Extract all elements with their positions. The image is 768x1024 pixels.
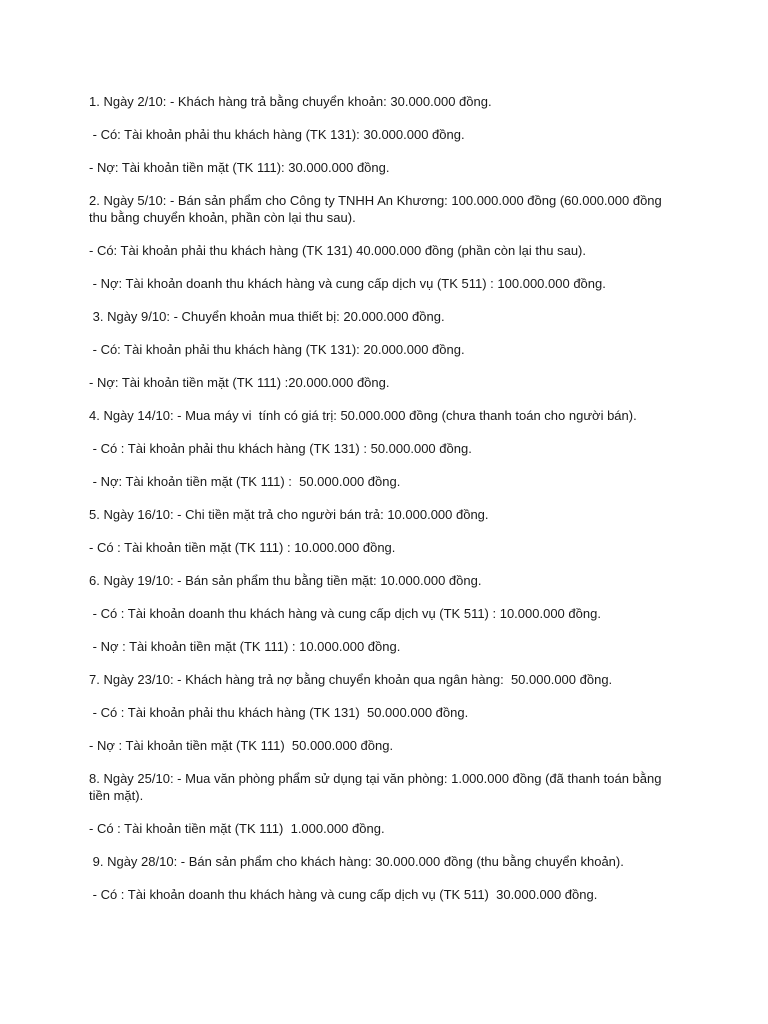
entry-7-credit: - Có : Tài khoản phải thu khách hàng (TK 131) 50.000.000 đồng. [89, 705, 469, 720]
entry-7-debit: - Nợ : Tài khoản tiền mặt (TK 111) 50.000.000 đồng. [89, 738, 394, 753]
entry-4-debit: - Nợ: Tài khoản tiền mặt (TK 111) : 50.000.000 đồng. [89, 474, 401, 489]
entry-6-heading: 6. Ngày 19/10: - Bán sản phẩm thu bằng tiền mặt: 10.000.000 đồng. [89, 573, 482, 588]
entry-3-debit: - Nợ: Tài khoản tiền mặt (TK 111) :20.000.000 đồng. [89, 375, 390, 390]
entry-4-heading: 4. Ngày 14/10: - Mua máy vi tính có giá trị: 50.000.000 đồng (chưa thanh toán cho người bán). [89, 408, 637, 423]
entry-8-heading: 8. Ngày 25/10: - Mua văn phòng phẩm sử dụng tại văn phòng: 1.000.000 đồng (đã thanh toán bằng tiền mặt). [89, 771, 666, 803]
entry-1-credit: - Có: Tài khoản phải thu khách hàng (TK 131): 30.000.000 đồng. [89, 127, 465, 142]
entry-9-credit: - Có : Tài khoản doanh thu khách hàng và cung cấp dịch vụ (TK 511) 30.000.000 đồng. [89, 887, 598, 902]
entry-9-heading: 9. Ngày 28/10: - Bán sản phẩm cho khách hàng: 30.000.000 đồng (thu bằng chuyển khoản). [89, 854, 624, 869]
entry-1-debit: - Nợ: Tài khoản tiền mặt (TK 111): 30.000.000 đồng. [89, 160, 390, 175]
document-body [89, 93, 679, 919]
entry-1-heading: 1. Ngày 2/10: - Khách hàng trả bằng chuyển khoản: 30.000.000 đồng. [89, 94, 492, 109]
entry-6-debit: - Nợ : Tài khoản tiền mặt (TK 111) : 10.000.000 đồng. [89, 639, 401, 654]
entry-8-credit: - Có : Tài khoản tiền mặt (TK 111) 1.000.000 đồng. [89, 821, 385, 836]
entry-3-credit: - Có: Tài khoản phải thu khách hàng (TK 131): 20.000.000 đồng. [89, 342, 465, 357]
entry-2-heading: 2. Ngày 5/10: - Bán sản phẩm cho Công ty TNHH An Khương: 100.000.000 đồng (60.000.000 đồng thu bằng chuyển khoản, phần còn lại thu sau). [89, 193, 666, 225]
entry-3-heading: 3. Ngày 9/10: - Chuyển khoản mua thiết bị: 20.000.000 đồng. [89, 309, 445, 324]
entry-7-heading: 7. Ngày 23/10: - Khách hàng trả nợ bằng chuyển khoản qua ngân hàng: 50.000.000 đồng. [89, 672, 613, 687]
entry-6-credit: - Có : Tài khoản doanh thu khách hàng và cung cấp dịch vụ (TK 511) : 10.000.000 đồng. [89, 606, 601, 621]
entry-2-debit: - Nợ: Tài khoản doanh thu khách hàng và cung cấp dịch vụ (TK 511) : 100.000.000 đồng. [89, 276, 606, 291]
entry-4-credit: - Có : Tài khoản phải thu khách hàng (TK 131) : 50.000.000 đồng. [89, 441, 472, 456]
entry-2-credit: - Có: Tài khoản phải thu khách hàng (TK 131) 40.000.000 đồng (phần còn lại thu sau). [89, 243, 586, 258]
entry-5-credit: - Có : Tài khoản tiền mặt (TK 111) : 10.000.000 đồng. [89, 540, 396, 555]
entry-5-heading: 5. Ngày 16/10: - Chi tiền mặt trả cho người bán trả: 10.000.000 đồng. [89, 507, 489, 522]
